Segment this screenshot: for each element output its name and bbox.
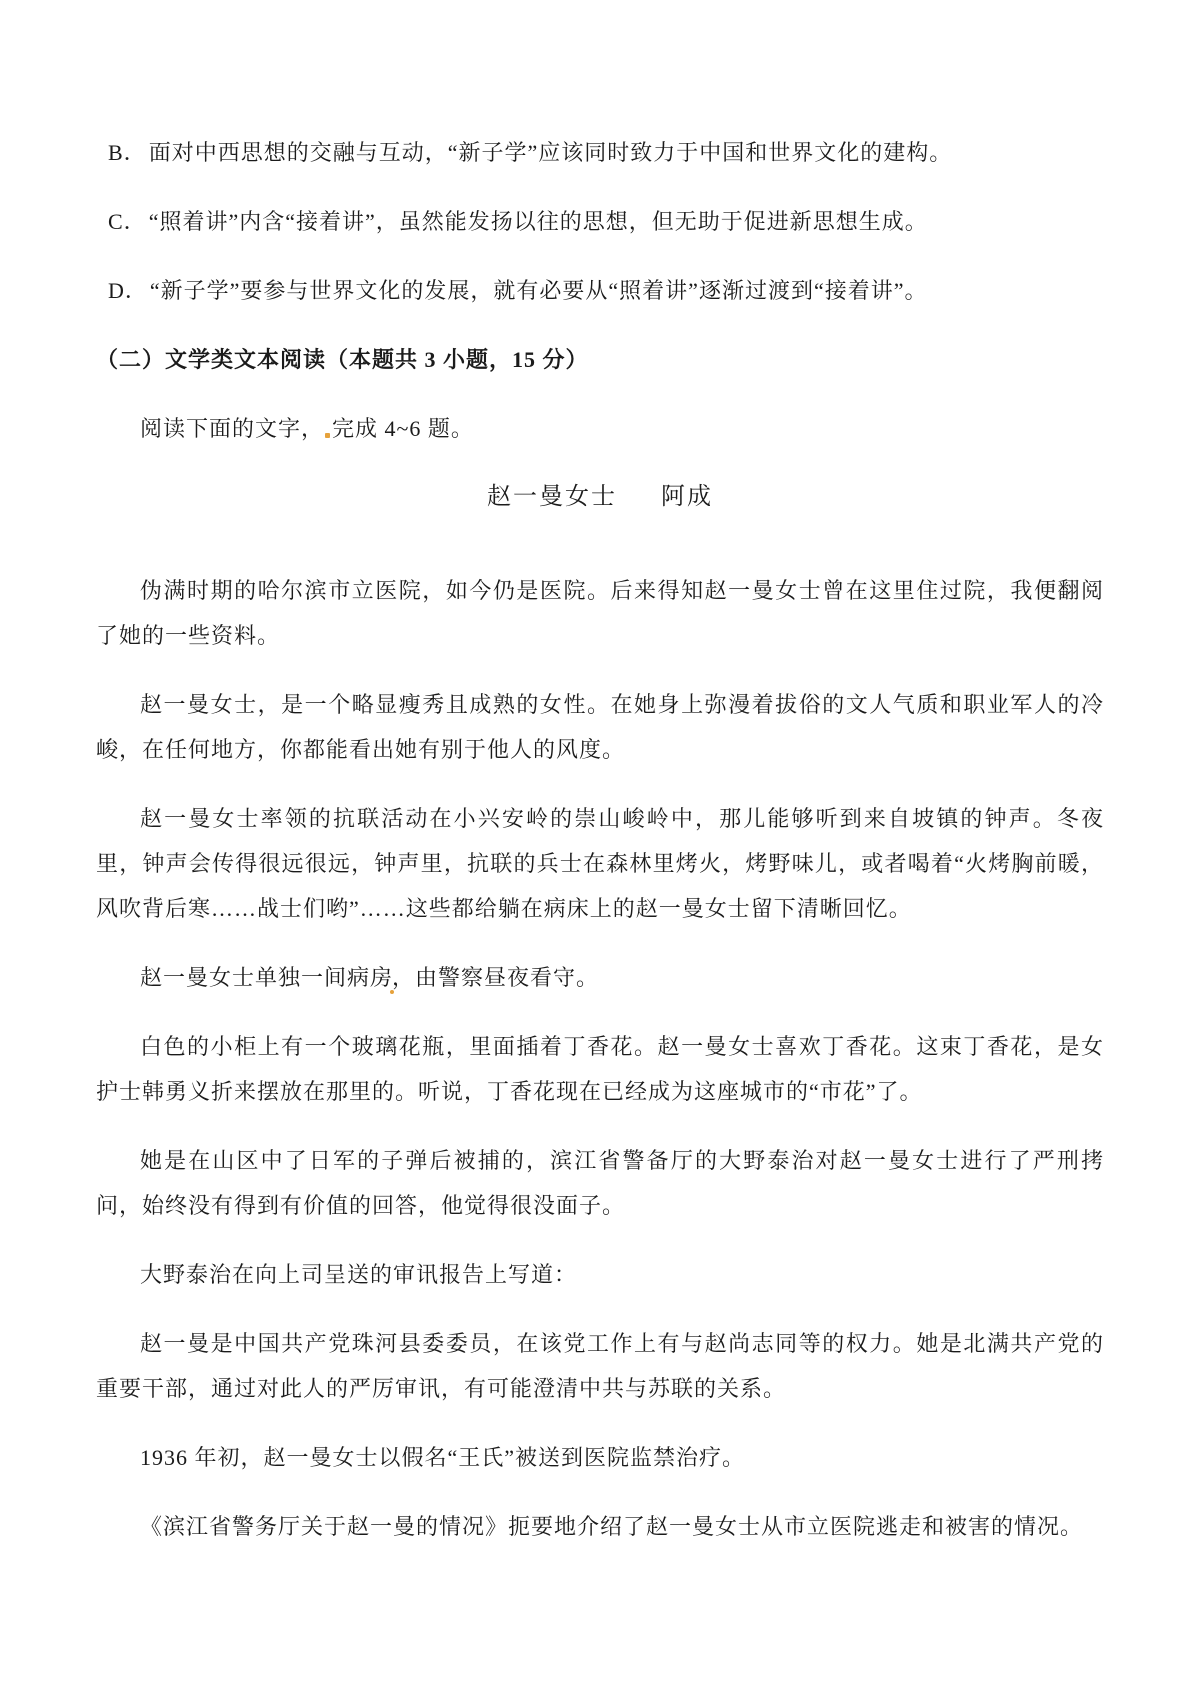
option-letter: C． xyxy=(108,209,147,234)
passage-paragraph: 赵一曼女士率领的抗联活动在小兴安岭的崇山峻岭中，那儿能够听到来自坡镇的钟声。冬夜里，钟声会传得很远很远，钟声里，抗联的兵士在森林里烤火，烤野味儿，或者喝着“火烤胸前暖，风吹背后寒……战士们哟”……这些都给躺在病床上的赵一曼女士留下清晰回忆。 xyxy=(96,806,1104,921)
choice-option-c xyxy=(96,199,1104,244)
passage-title-line xyxy=(96,475,1104,520)
passage-paragraph: 赵一曼女士，是一个略显瘦秀且成熟的女性。在她身上弥漫着拔俗的文人气质和职业军人的冷峻，在任何地方，你都能看出她有别于他人的风度。 xyxy=(96,692,1104,762)
instruction-text-post: 完成 4~6 题。 xyxy=(332,416,474,441)
passage-paragraph: 伪满时期的哈尔滨市立医院，如今仍是医院。后来得知赵一曼女士曾在这里住过院，我便翻阅了她的一些资料。 xyxy=(96,578,1104,648)
paragraph-text-post: ，由警察昼夜看守。 xyxy=(392,965,600,990)
passage-paragraph: 她是在山区中了日军的子弹后被捕的，滨江省警备厅的大野泰治对赵一曼女士进行了严刑拷问，始终没有得到有价值的回答，他觉得很没面子。 xyxy=(96,1148,1104,1218)
passage-paragraph xyxy=(96,955,1104,1000)
choice-option-d xyxy=(96,268,1104,313)
option-text: “照着讲”内含“接着讲”，虽然能发扬以往的思想，但无助于促进新思想生成。 xyxy=(148,209,928,234)
passage-paragraph: 大野泰治在向上司呈送的审讯报告上写道： xyxy=(140,1262,578,1287)
stray-mark-icon xyxy=(390,990,394,994)
paragraph-text-pre: 赵一曼女士单独一间病房 xyxy=(140,965,394,990)
choice-option-b xyxy=(96,130,1104,175)
instruction-text-pre: 阅读下面的文字， xyxy=(140,416,325,441)
passage-paragraph: 1936 年初，赵一曼女士以假名“王氏”被送到医院监禁治疗。 xyxy=(140,1445,746,1470)
section-heading: （二）文学类文本阅读（本题共 3 小题，15 分） xyxy=(96,347,589,372)
option-text: “新子学”要参与世界文化的发展，就有必要从“照着讲”逐渐过渡到“接着讲”。 xyxy=(149,278,928,303)
reading-instruction xyxy=(96,406,1104,451)
passage-paragraph: 白色的小柜上有一个玻璃花瓶，里面插着丁香花。赵一曼女士喜欢丁香花。这束丁香花，是女护士韩勇义折来摆放在那里的。听说，丁香花现在已经成为这座城市的“市花”了。 xyxy=(96,1034,1104,1104)
option-letter: B． xyxy=(108,140,147,165)
passage-title: 赵一曼女士 xyxy=(487,484,617,510)
passage-paragraph: 赵一曼是中国共产党珠河县委委员，在该党工作上有与赵尚志同等的权力。她是北满共产党的重要干部，通过对此人的严厉审讯，有可能澄清中共与苏联的关系。 xyxy=(96,1331,1104,1401)
stray-mark-icon xyxy=(325,433,330,438)
passage-paragraph: 《滨江省警务厅关于赵一曼的情况》扼要地介绍了赵一曼女士从市立医院逃走和被害的情况。 xyxy=(140,1514,1084,1539)
option-letter: D． xyxy=(108,278,148,303)
option-text: 面对中西思想的交融与互动，“新子学”应该同时致力于中国和世界文化的建构。 xyxy=(148,140,953,165)
passage-author: 阿成 xyxy=(661,484,713,510)
